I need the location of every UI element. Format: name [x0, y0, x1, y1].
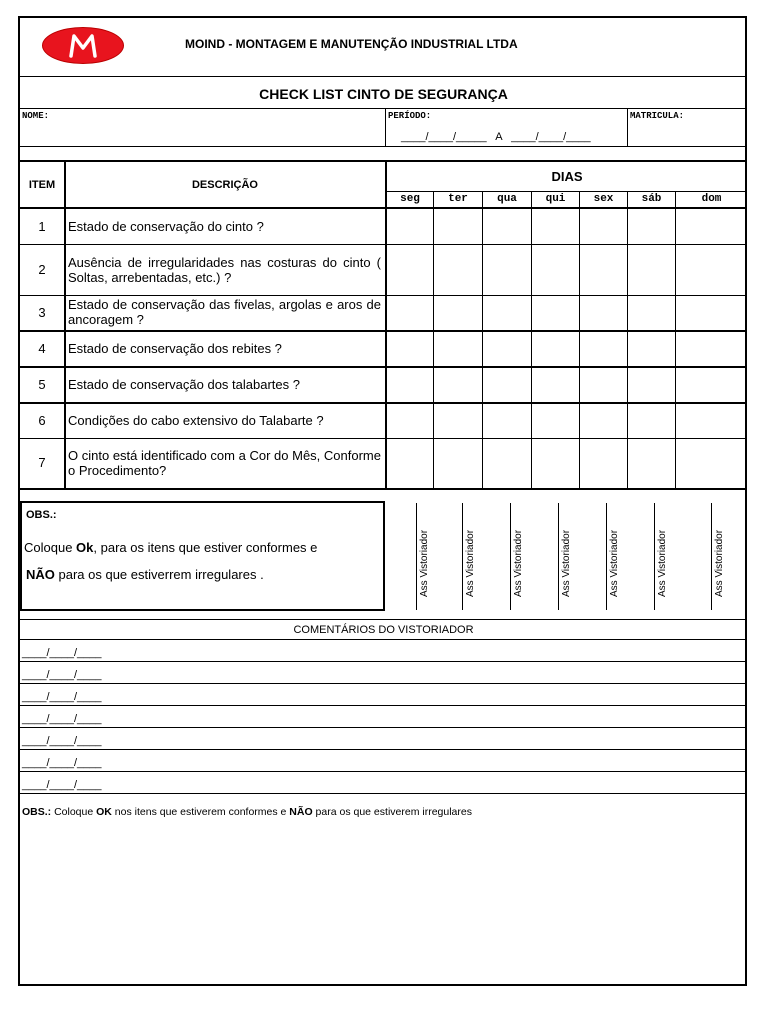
table-row-item: 3 [38, 305, 46, 320]
moind-logo [42, 27, 124, 64]
divider [20, 639, 747, 640]
divider [558, 503, 559, 610]
table-row-desc: Condições do cabo extensivo do Talabarte ? [68, 413, 324, 428]
divider [510, 503, 511, 610]
obs-text: Coloque [24, 540, 77, 555]
divider [385, 161, 387, 489]
table-row-item: 2 [38, 262, 46, 277]
obs-nao: NÃO [26, 567, 55, 582]
divider [20, 207, 747, 209]
footer-text: nos itens que estiverem conformes e [111, 806, 290, 818]
day-sab: sáb [641, 193, 662, 205]
periodo-label: PERÍODO: [388, 111, 432, 121]
comment-date[interactable]: ____/____/____ [22, 713, 102, 725]
comment-date[interactable]: ____/____/____ [22, 691, 102, 703]
obs-text: , para os itens que estiver conformes e [93, 540, 318, 555]
divider [20, 146, 747, 147]
comment-date[interactable]: ____/____/____ [22, 779, 102, 791]
descricao-header: DESCRIÇÃO [191, 179, 258, 191]
divider [20, 366, 747, 368]
signature-sab[interactable]: Ass Vistoriador [657, 529, 668, 597]
dias-header: DIAS [551, 169, 583, 184]
table-row-item: 1 [38, 219, 46, 234]
comment-line[interactable] [20, 793, 747, 794]
divider [711, 503, 712, 610]
divider [579, 191, 580, 489]
table-row-desc: Estado de conservação das fivelas, argolas e aros de ancoragem ? [68, 297, 381, 327]
divider [462, 503, 463, 610]
table-row-desc: Estado de conservação dos talabartes ? [68, 377, 300, 392]
comment-date[interactable]: ____/____/____ [22, 757, 102, 769]
obs-line2 [26, 567, 264, 582]
footer-note [22, 806, 472, 818]
company-name: MOIND - MONTAGEM E MANUTENÇÃO INDUSTRIAL LTDA [185, 37, 518, 51]
comments-header: COMENTÁRIOS DO VISTORIADOR [293, 624, 474, 636]
comment-line[interactable] [20, 727, 747, 728]
comment-line[interactable] [20, 771, 747, 772]
table-row-desc: Ausência de irregularidades nas costuras do cinto ( Soltas, arrebentadas, etc.) ? [68, 255, 381, 285]
divider [20, 244, 747, 245]
form-title: CHECK LIST CINTO DE SEGURANÇA [259, 86, 508, 102]
divider [386, 191, 747, 192]
divider [20, 438, 747, 439]
divider [531, 191, 532, 489]
divider [20, 619, 747, 620]
divider [64, 161, 66, 489]
obs-line1 [24, 540, 317, 555]
matricula-label: MATRICULA: [630, 111, 685, 121]
footer-nao: NÃO [289, 806, 313, 818]
divider [20, 108, 747, 109]
signature-ter[interactable]: Ass Vistoriador [465, 529, 476, 597]
comment-line[interactable] [20, 683, 747, 684]
divider [416, 503, 417, 610]
table-row-desc: Estado de conservação do cinto ? [68, 219, 264, 234]
divider [20, 488, 747, 490]
divider [627, 191, 628, 489]
periodo-field[interactable]: ____/____/_____ A ____/____/____ [401, 131, 591, 143]
comment-date[interactable]: ____/____/____ [22, 669, 102, 681]
comment-line[interactable] [20, 661, 747, 662]
day-qui: qui [545, 193, 566, 205]
divider [20, 330, 747, 332]
footer-ok: OK [96, 806, 112, 818]
divider [20, 402, 747, 404]
divider [385, 108, 386, 146]
obs-text: para os que estiverrem irregulares . [54, 567, 264, 582]
signature-qui[interactable]: Ass Vistoriador [561, 529, 572, 597]
m-logo-icon [43, 28, 123, 63]
footer-text: para os que estiverem irregulares [312, 806, 472, 818]
table-row-desc: O cinto está identificado com a Cor do Mês, Conforme o Procedimento? [68, 448, 381, 478]
divider [20, 160, 747, 162]
table-row-item: 6 [38, 413, 46, 428]
divider [606, 503, 607, 610]
divider [20, 76, 747, 77]
obs-box [20, 501, 385, 611]
table-row-item: 5 [38, 377, 46, 392]
day-sex: sex [593, 193, 614, 205]
obs-label: OBS.: [26, 509, 57, 521]
comment-line[interactable] [20, 705, 747, 706]
comment-date[interactable]: ____/____/____ [22, 647, 102, 659]
divider [675, 191, 676, 489]
divider [627, 108, 628, 146]
item-header: ITEM [28, 179, 56, 191]
day-qua: qua [497, 193, 517, 205]
divider [482, 191, 483, 489]
day-seg: seg [400, 193, 420, 205]
day-ter: ter [448, 193, 468, 205]
comment-line[interactable] [20, 749, 747, 750]
day-dom: dom [701, 193, 722, 205]
divider [20, 295, 747, 296]
table-row-item: 4 [38, 341, 46, 356]
footer-obs-label: OBS.: [22, 806, 52, 818]
signature-sex[interactable]: Ass Vistoriador [609, 529, 620, 597]
table-row-desc: Estado de conservação dos rebites ? [68, 341, 282, 356]
nome-label: NOME: [22, 111, 50, 121]
signature-seg[interactable]: Ass Vistoriador [419, 529, 430, 597]
obs-ok: Ok [76, 540, 94, 555]
divider [433, 191, 434, 489]
footer-text: Coloque [51, 806, 97, 818]
divider [654, 503, 655, 610]
signature-qua[interactable]: Ass Vistoriador [513, 529, 524, 597]
table-row-item: 7 [38, 455, 46, 470]
comment-date[interactable]: ____/____/____ [22, 735, 102, 747]
signature-dom[interactable]: Ass Vistoriador [714, 529, 725, 597]
